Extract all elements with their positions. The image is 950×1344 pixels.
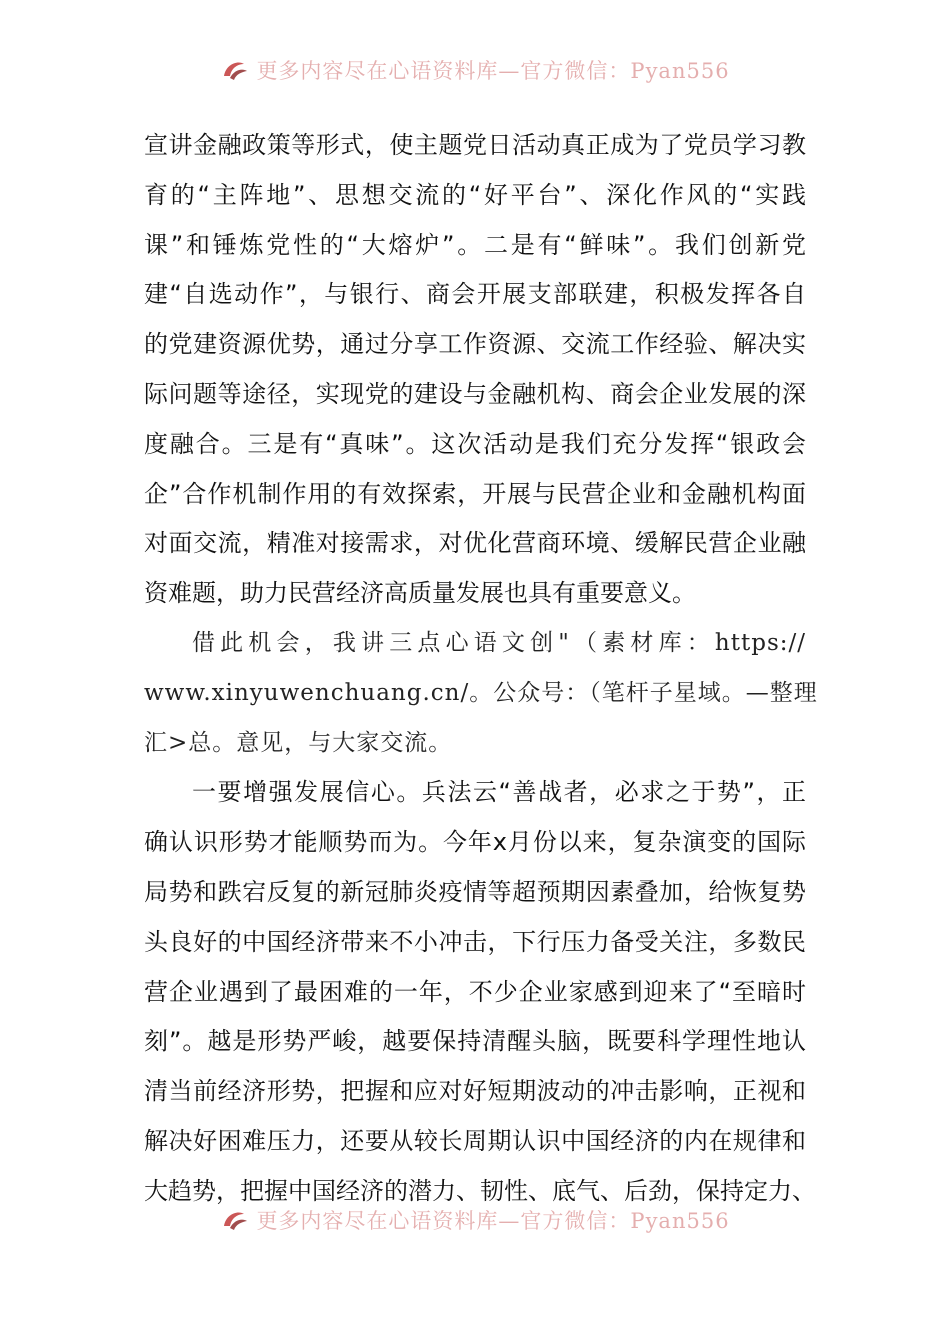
text-line: 刻”。越是形势严峻，越要保持清醒头脑，既要科学理性地认: [144, 1027, 806, 1056]
text-line: 际问题等途径，实现党的建设与金融机构、商会企业发展的深: [144, 379, 806, 408]
text-line: 度融合。三是有“真味”。这次活动是我们充分发挥“银政会: [144, 429, 806, 458]
paragraph-2: [144, 619, 818, 768]
text-line: 头良好的中国经济带来不小冲击，下行压力备受关注，多数民: [144, 927, 806, 956]
brand-logo-icon: [220, 1206, 250, 1234]
paragraph-3: [144, 768, 816, 1216]
footer-watermark: [0, 1202, 950, 1238]
paragraph-1: [144, 121, 806, 619]
text-line: 借此机会，我讲三点心语文创"（素材库：https://: [192, 629, 806, 656]
text-line: 宣讲金融政策等形式，使主题党日活动真正成为了党员学习教: [144, 131, 806, 159]
text-line: 资难题，助力民营经济高质量发展也具有重要意义。: [144, 579, 696, 608]
text-line: 的党建资源优势，通过分享工作资源、交流工作经验、解决实: [144, 330, 806, 359]
text-line: 大趋势，把握中国经济的潜力、韧性、底气、后劲，保持定力、: [144, 1176, 816, 1205]
text-line: 建“自选动作”，与银行、商会开展支部联建，积极发挥各自: [144, 280, 806, 309]
watermark-text: 更多内容尽在心语资料库—官方微信：Pyan556: [256, 1209, 730, 1233]
text-line: 汇>总。意见，与大家交流。: [144, 729, 453, 756]
text-line: 课”和锤炼党性的“大熔炉”。二是有“鲜味”。我们创新党: [144, 230, 806, 259]
text-line: 局势和跌宕反复的新冠肺炎疫情等超预期因素叠加，给恢复势: [144, 877, 806, 906]
brand-logo-icon: [220, 56, 250, 84]
text-line: 对面交流，精准对接需求，对优化营商环境、缓解民营企业融: [144, 529, 806, 558]
text-line: 解决好困难压力，还要从较长周期认识中国经济的内在规律和: [144, 1126, 806, 1155]
text-line: 营企业遇到了最困难的一年，不少企业家感到迎来了“至暗时: [144, 977, 806, 1006]
header-watermark: [0, 52, 950, 88]
text-line: 企”合作机制作用的有效探索，开展与民营企业和金融机构面: [144, 479, 806, 508]
text-line: 确认识形势才能顺势而为。今年x月份以来，复杂演变的国际: [144, 828, 806, 857]
text-line: 育的“主阵地”、思想交流的“好平台”、深化作风的“实践: [144, 180, 806, 209]
text-line: www.xinyuwenchuang.cn/。公众号：（笔杆子星域。—整理: [144, 679, 818, 706]
text-line: 清当前经济形势，把握和应对好短期波动的冲击影响，正视和: [144, 1077, 806, 1106]
text-line: 一要增强发展信心。兵法云“善战者，必求之于势”，正: [192, 778, 806, 807]
document-body: [144, 121, 818, 1217]
watermark-text: 更多内容尽在心语资料库—官方微信：Pyan556: [256, 59, 730, 83]
